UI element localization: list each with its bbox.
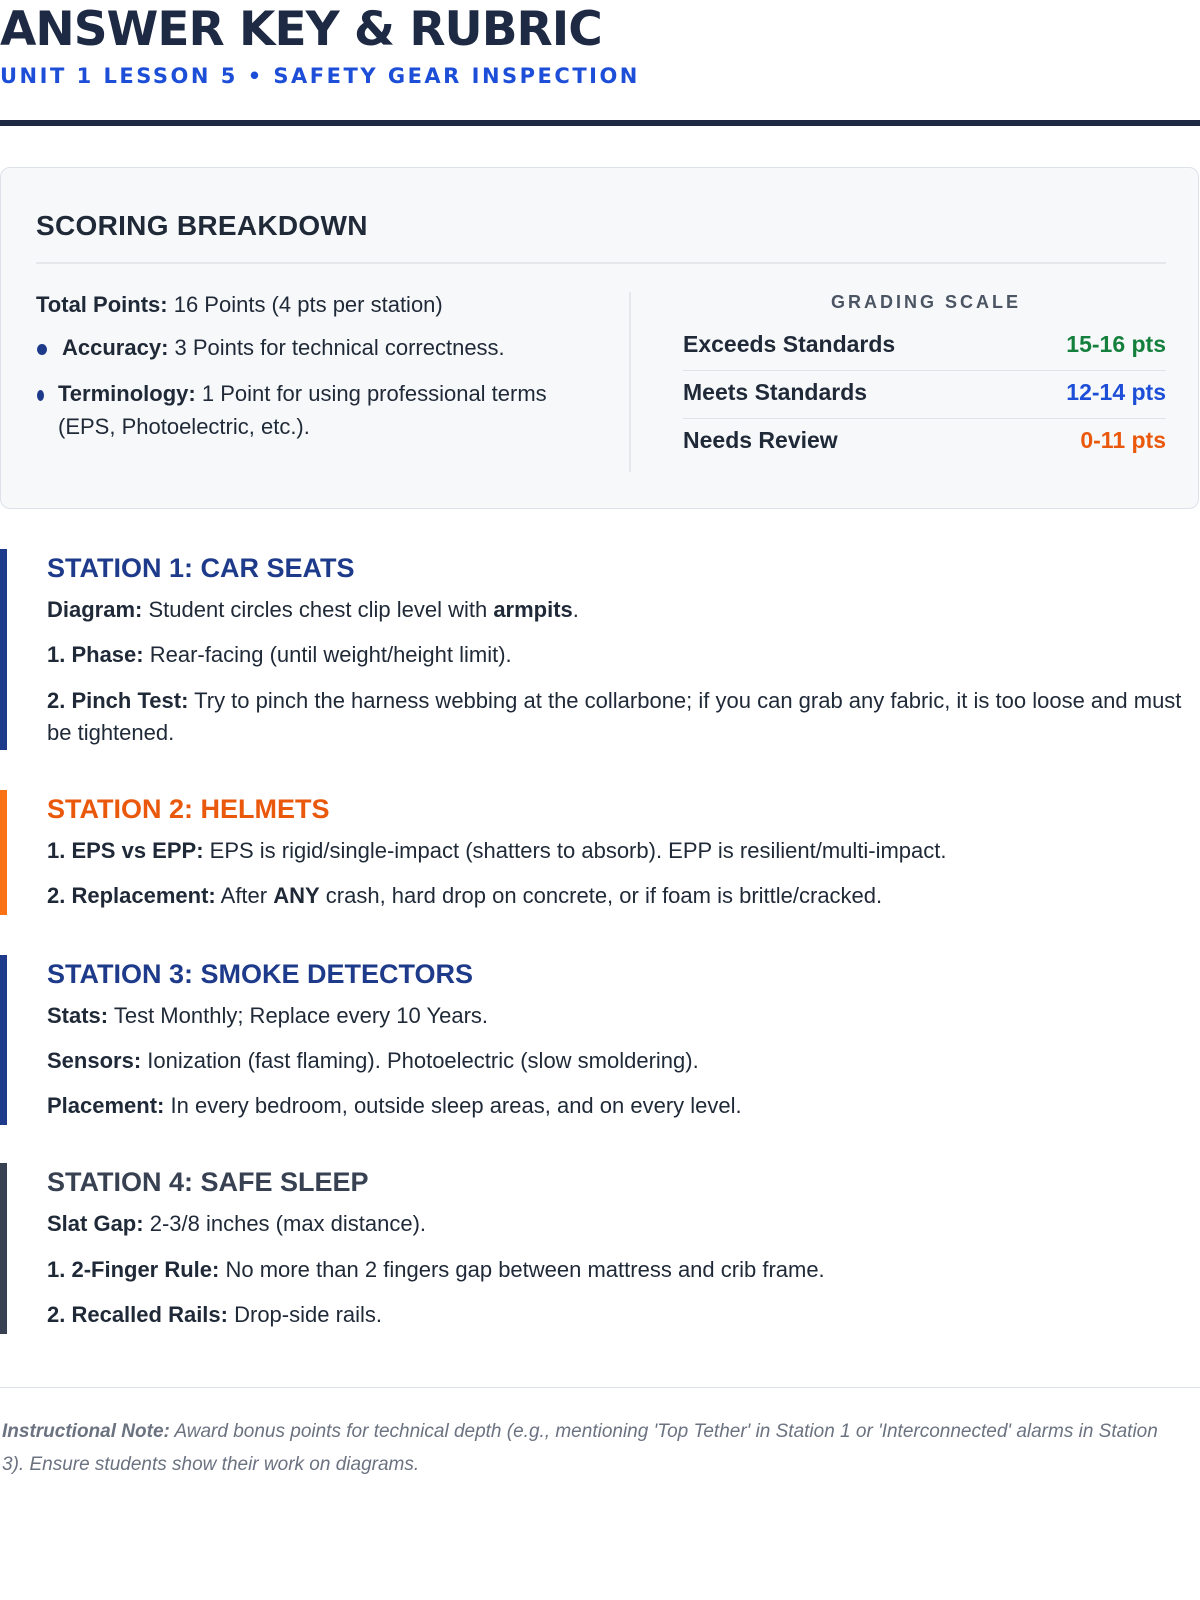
station-car-seats <box>0 549 1200 750</box>
grade-row-exceeds <box>683 323 1166 371</box>
bullet-label: Accuracy: <box>62 335 169 360</box>
station-line-diagram <box>47 594 1187 626</box>
bullet-dot-icon <box>37 344 47 355</box>
scoring-bullet-terminology <box>58 377 598 443</box>
line-text: Try to pinch the harness webbing at the collarbone; if you can grab any fabric, it is too loose and must be tightened. <box>47 688 1182 745</box>
line-text: Rear-facing (until weight/height limit). <box>149 642 512 667</box>
station-line-sensors <box>47 1045 1187 1077</box>
station-line-replacement <box>47 880 1187 912</box>
line-label: 2. Recalled Rails: <box>47 1302 228 1327</box>
page-subtitle: UNIT 1 LESSON 5 • SAFETY GEAR INSPECTION <box>0 64 640 88</box>
line-label: Stats: <box>47 1003 109 1028</box>
line-emphasis: ANY <box>273 883 320 908</box>
line-label: 2. Pinch Test: <box>47 688 189 713</box>
line-text: crash, hard drop on concrete, or if foam is brittle/cracked. <box>319 883 883 908</box>
scoring-card-title: SCORING BREAKDOWN <box>36 210 368 241</box>
line-label: Slat Gap: <box>47 1211 144 1236</box>
page-title: ANSWER KEY & RUBRIC <box>0 2 602 57</box>
station-accent-bar <box>0 549 7 750</box>
card-divider <box>36 262 1166 264</box>
instructional-note <box>2 1415 1182 1481</box>
grade-row-needs-review <box>683 419 1166 467</box>
line-label: Diagram: <box>47 597 143 622</box>
grade-row-meets <box>683 371 1166 419</box>
station-title: STATION 2: HELMETS <box>47 794 330 824</box>
total-points <box>36 292 443 318</box>
line-emphasis: armpits <box>493 597 573 622</box>
line-text: Drop-side rails. <box>234 1302 383 1327</box>
scoring-breakdown-card <box>0 167 1199 509</box>
line-text: In every bedroom, outside sleep areas, and on every level. <box>170 1093 742 1118</box>
station-smoke-detectors <box>0 955 1200 1125</box>
grade-points: 15-16 pts <box>1066 331 1166 357</box>
bullet-label: Terminology: <box>58 381 196 406</box>
bullet-dot-icon <box>37 390 44 401</box>
grade-label: Meets Standards <box>683 379 868 405</box>
grade-points: 0-11 pts <box>1080 427 1166 453</box>
line-label: Sensors: <box>47 1048 142 1073</box>
line-text: No more than 2 fingers gap between mattress and crib frame. <box>225 1257 825 1282</box>
station-accent-bar <box>0 955 7 1125</box>
line-label: 2. Replacement: <box>47 883 216 908</box>
total-points-value: 16 Points (4 pts per station) <box>173 292 443 317</box>
grade-label: Needs Review <box>683 427 838 453</box>
station-accent-bar <box>0 1163 7 1334</box>
grade-points: 12-14 pts <box>1066 379 1166 405</box>
line-text: 2-3/8 inches (max distance). <box>149 1211 427 1236</box>
station-line-eps-vs-epp <box>47 835 1187 867</box>
grade-label: Exceeds Standards <box>683 331 896 357</box>
line-label: 1. EPS vs EPP: <box>47 838 204 863</box>
station-title: STATION 4: SAFE SLEEP <box>47 1167 369 1197</box>
footer-divider <box>0 1387 1200 1388</box>
station-title: STATION 1: CAR SEATS <box>47 553 355 583</box>
line-text: Test Monthly; Replace every 10 Years. <box>113 1003 489 1028</box>
line-text: Ionization (fast flaming). Photoelectric (slow smoldering). <box>147 1048 699 1073</box>
line-label: Placement: <box>47 1093 165 1118</box>
station-line-2-finger-rule <box>47 1254 1187 1286</box>
line-text: After <box>220 883 274 908</box>
station-title: STATION 3: SMOKE DETECTORS <box>47 959 474 989</box>
station-safe-sleep <box>0 1163 1200 1334</box>
bullet-text: 1 Point for using professional terms (EPS, Photoelectric, etc.). <box>58 381 547 439</box>
station-helmets <box>0 790 1200 915</box>
bullet-text: 3 Points for technical correctness. <box>174 335 505 360</box>
line-text: . <box>572 597 579 622</box>
note-text: Award bonus points for technical depth (e.g., mentioning 'Top Tether' in Station 1 or 'Interconnected' alarms in Station 3). Ensure students show their work on diagrams. <box>2 1421 1158 1475</box>
station-line-stats <box>47 1000 1187 1032</box>
header-divider <box>0 120 1200 126</box>
column-divider <box>629 292 631 472</box>
line-text: Student circles chest clip level with <box>148 597 494 622</box>
line-text: EPS is rigid/single-impact (shatters to absorb). EPP is resilient/multi-impact. <box>209 838 947 863</box>
station-line-phase <box>47 639 1187 671</box>
line-label: 1. Phase: <box>47 642 144 667</box>
grading-scale-title: GRADING SCALE <box>830 292 1021 312</box>
station-line-placement <box>47 1090 1187 1122</box>
total-points-label: Total Points: <box>36 292 168 317</box>
note-label: Instructional Note: <box>2 1421 170 1442</box>
line-label: 1. 2-Finger Rule: <box>47 1257 220 1282</box>
scoring-bullet-accuracy <box>62 331 602 364</box>
station-line-slat-gap <box>47 1208 1187 1240</box>
station-line-pinch-test <box>47 685 1187 749</box>
station-line-recalled-rails <box>47 1299 1187 1331</box>
station-accent-bar <box>0 790 7 915</box>
